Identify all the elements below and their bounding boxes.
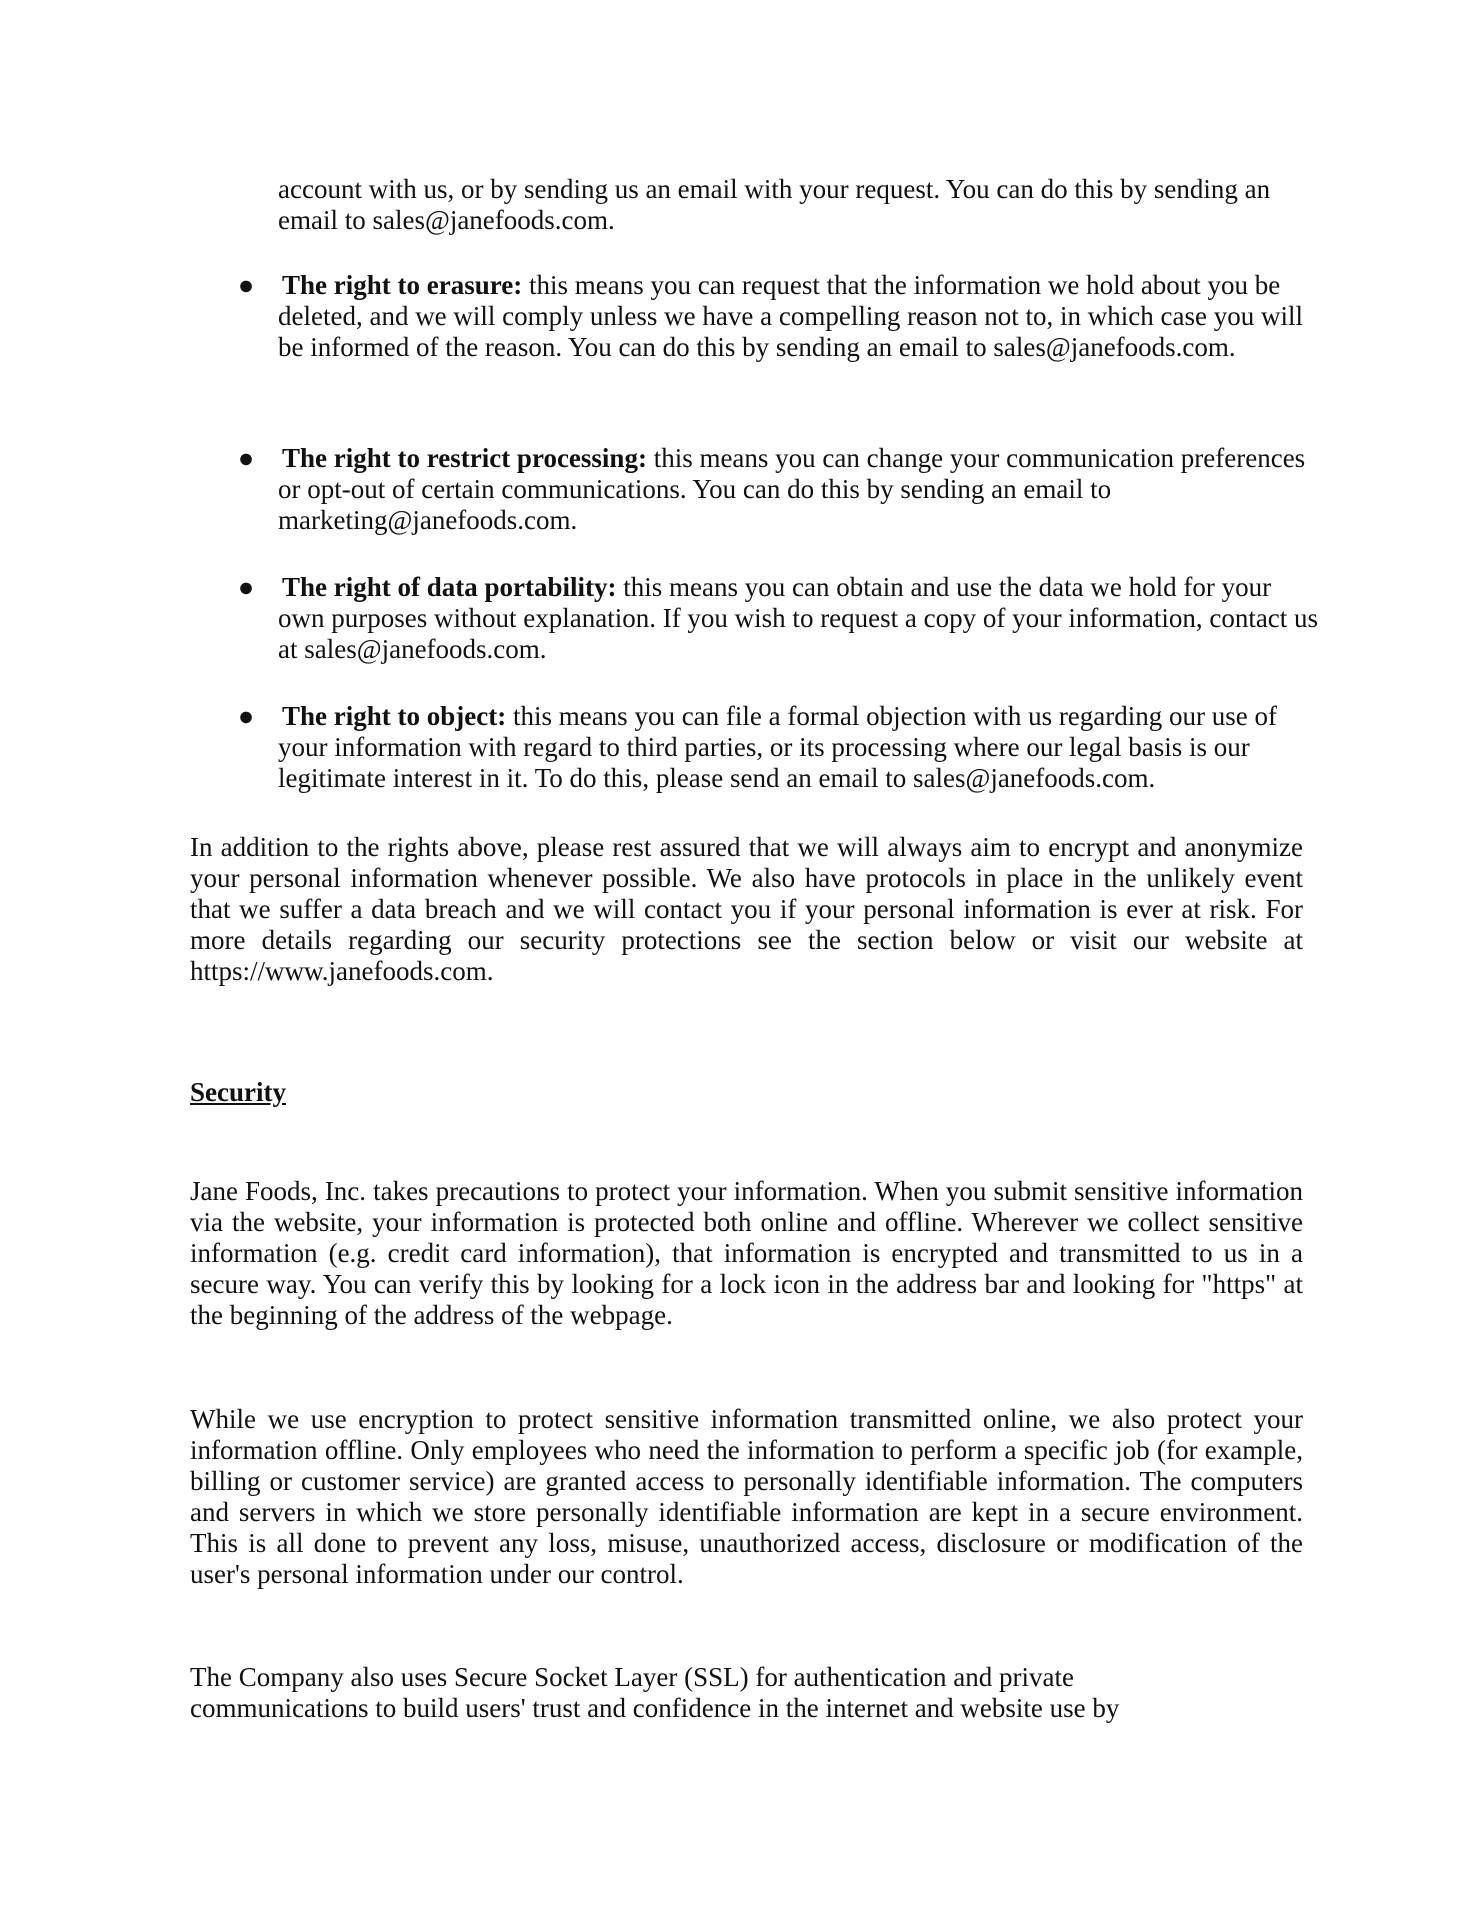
right-title: The right to restrict processing: (282, 443, 647, 473)
right-description: this means you can change your communication preferences or opt-out of certain communications. You can do this by sending an email to marketing@janefoods.com. (278, 443, 1306, 535)
list-item (237, 270, 1320, 363)
security-paragraph-1: Jane Foods, Inc. takes precautions to protect your information. When you submit sensitive information via the website, your information is protected both online and offline. Wherever we collect sensitive information (e.g. credit card information), that information is encrypted and transmitted to us in a secure way. You can verify this by looking for a lock icon in the address bar and looking for "https" at the beginning of the address of the webpage. (190, 1176, 1303, 1330)
security-paragraph-3: The Company also uses Secure Socket Layer (SSL) for authentication and private communications to build users' trust and confidence in the internet and website use by (190, 1662, 1120, 1723)
list-item-content (278, 443, 1320, 536)
list-item-content (278, 701, 1320, 794)
right-description: this means you can obtain and use the data we hold for your own purposes without explanation. If you wish to request a copy of your information, contact us at sales@janefoods.com. (278, 572, 1319, 664)
list-item (237, 572, 1320, 665)
list-item-content (278, 572, 1320, 665)
security-heading: Security (190, 1077, 286, 1107)
bullet-icon: ● (237, 701, 255, 731)
rights-summary-paragraph: In addition to the rights above, please rest assured that we will always aim to encrypt and anonymize your personal information whenever possible. We also have protocols in place in the unlikely event that we suffer a data breach and we will contact you if your personal information is ever at risk. For more details regarding our security protections see the section below or visit our website at https://www.janefoods.com. (190, 832, 1303, 986)
list-item (237, 443, 1320, 536)
right-title: The right to object: (282, 701, 507, 731)
right-title: The right to erasure: (282, 270, 523, 300)
list-item-content (278, 270, 1320, 363)
bullet-icon: ● (237, 270, 255, 300)
continuation-text: account with us, or by sending us an email with your request. You can do this by sending an email to sales@janefoods.com. (278, 174, 1271, 235)
right-description: this means you can file a formal objection with us regarding our use of your information with regard to third parties, or its processing where our legal basis is our legitimate interest in it. To do this, please send an email to sales@janefoods.com. (278, 701, 1277, 793)
right-title: The right of data portability: (282, 572, 617, 602)
bullet-icon: ● (237, 572, 255, 602)
list-item (237, 701, 1320, 794)
right-description: this means you can request that the information we hold about you be deleted, and we will comply unless we have a compelling reason not to, in which case you will be informed of the reason. You can do this by sending an email to sales@janefoods.com. (278, 270, 1303, 362)
bullet-icon: ● (237, 443, 255, 473)
security-paragraph-2: While we use encryption to protect sensitive information transmitted online, we also protect your information offline. Only employees who need the information to perform a specific job (for example, billing or customer service) are granted access to personally identifiable information. The computers and servers in which we store personally identifiable information are kept in a secure environment. This is all done to prevent any loss, misuse, unauthorized access, disclosure or modification of the user's personal information under our control. (190, 1404, 1303, 1589)
